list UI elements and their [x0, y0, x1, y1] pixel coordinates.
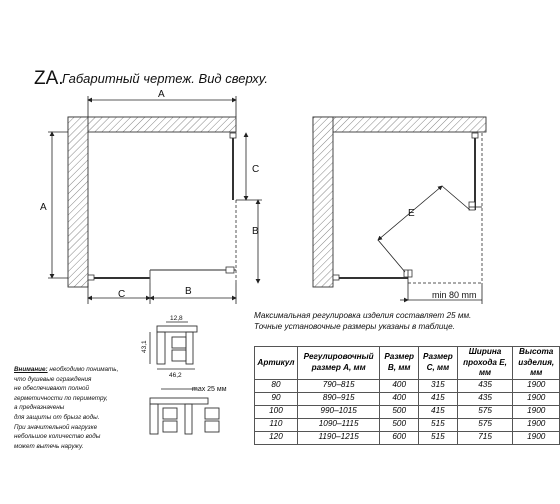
table-cell: 1190–1215: [297, 431, 379, 444]
title-prefix: ZA.: [34, 68, 64, 89]
table-cell: 1900: [513, 431, 560, 444]
adjust-note-2: Точные установочные размеры указаны в таблице.: [254, 322, 455, 331]
table-cell: 1900: [513, 418, 560, 431]
table-cell: 575: [457, 418, 513, 431]
col-header: Регулировочный размер А, мм: [297, 347, 379, 380]
dim-b-right: B: [252, 226, 259, 237]
table-header-row: [255, 347, 560, 380]
table-cell: 90: [255, 392, 298, 405]
table-cell: 110: [255, 418, 298, 431]
dim-c-right: C: [252, 164, 260, 175]
table-cell: 120: [255, 431, 298, 444]
table-cell: 1900: [513, 379, 560, 392]
table-cell: 400: [380, 379, 419, 392]
table-cell: 500: [380, 405, 419, 418]
warning-line: а предназначены: [14, 404, 65, 412]
table-row: [255, 405, 560, 418]
table-cell: 415: [419, 405, 458, 418]
table-cell: 315: [419, 379, 458, 392]
table-cell: 600: [380, 431, 419, 444]
right-plan: [313, 117, 486, 304]
table-cell: 435: [457, 379, 513, 392]
profile-dim-3: 46,2: [169, 372, 182, 379]
left-plan: [40, 89, 262, 304]
table-cell: 400: [380, 392, 419, 405]
col-header: Размер В, мм: [380, 347, 419, 380]
warning-line: небольшое количество воды: [14, 433, 101, 441]
table-cell: 1900: [513, 405, 560, 418]
table-cell: 1900: [513, 392, 560, 405]
table-row: [255, 392, 560, 405]
table-cell: 100: [255, 405, 298, 418]
left-wall-right: [313, 117, 333, 287]
warning-line: При значительной нагрузке: [14, 423, 98, 431]
table-cell: 500: [380, 418, 419, 431]
col-header: Размер С, мм: [419, 347, 458, 380]
warning-line: не обеспечивают полной: [14, 385, 89, 393]
profile-dim-4: max 25 мм: [192, 386, 227, 393]
warning-line: что душевые ограждения: [14, 375, 92, 383]
profile-detail-1: [141, 315, 197, 379]
adjust-note-1: Максимальная регулировка изделия составляет 25 мм.: [254, 311, 472, 320]
warning-line: необходимо понимать,: [49, 366, 119, 373]
dim-a-left: A: [40, 202, 47, 213]
page-title: Габаритный чертеж. Вид сверху.: [62, 71, 269, 86]
table-cell: 990–1015: [297, 405, 379, 418]
table-cell: 515: [419, 418, 458, 431]
table-cell: 80: [255, 379, 298, 392]
dim-b-bottom: B: [185, 286, 192, 297]
table-cell: 415: [419, 392, 458, 405]
min-clearance: min 80 mm: [432, 290, 477, 300]
profile-dim-1: 12,8: [170, 315, 183, 322]
warning-head: Внимание:: [14, 366, 48, 373]
dim-e: E: [408, 208, 415, 219]
warning-line: может вытечь наружу.: [14, 442, 84, 450]
col-header: Высота изделия, мм: [513, 347, 560, 380]
top-wall: [68, 117, 236, 132]
col-header: Ширина прохода Е, мм: [457, 347, 513, 380]
table-cell: 1090–1115: [297, 418, 379, 431]
warning-line: для защиты от брызг воды.: [14, 413, 100, 421]
left-wall: [68, 117, 88, 287]
col-header: Артикул: [255, 347, 298, 380]
table-cell: 435: [457, 392, 513, 405]
warning-line: герметичности по периметру,: [14, 394, 108, 402]
table-row: [255, 431, 560, 444]
table-row: [255, 379, 560, 392]
dim-a-top: A: [158, 89, 165, 100]
table-cell: 715: [457, 431, 513, 444]
profile-dim-2: 43,1: [141, 340, 148, 353]
table-row: [255, 418, 560, 431]
dimensions-table: [254, 346, 560, 445]
profile-detail-2: [150, 386, 227, 434]
table-cell: 790–815: [297, 379, 379, 392]
dim-c-bottom: C: [118, 289, 126, 300]
table-cell: 515: [419, 431, 458, 444]
top-wall-right: [313, 117, 486, 132]
table-cell: 890–915: [297, 392, 379, 405]
warning-note: [14, 365, 140, 451]
table-cell: 575: [457, 405, 513, 418]
